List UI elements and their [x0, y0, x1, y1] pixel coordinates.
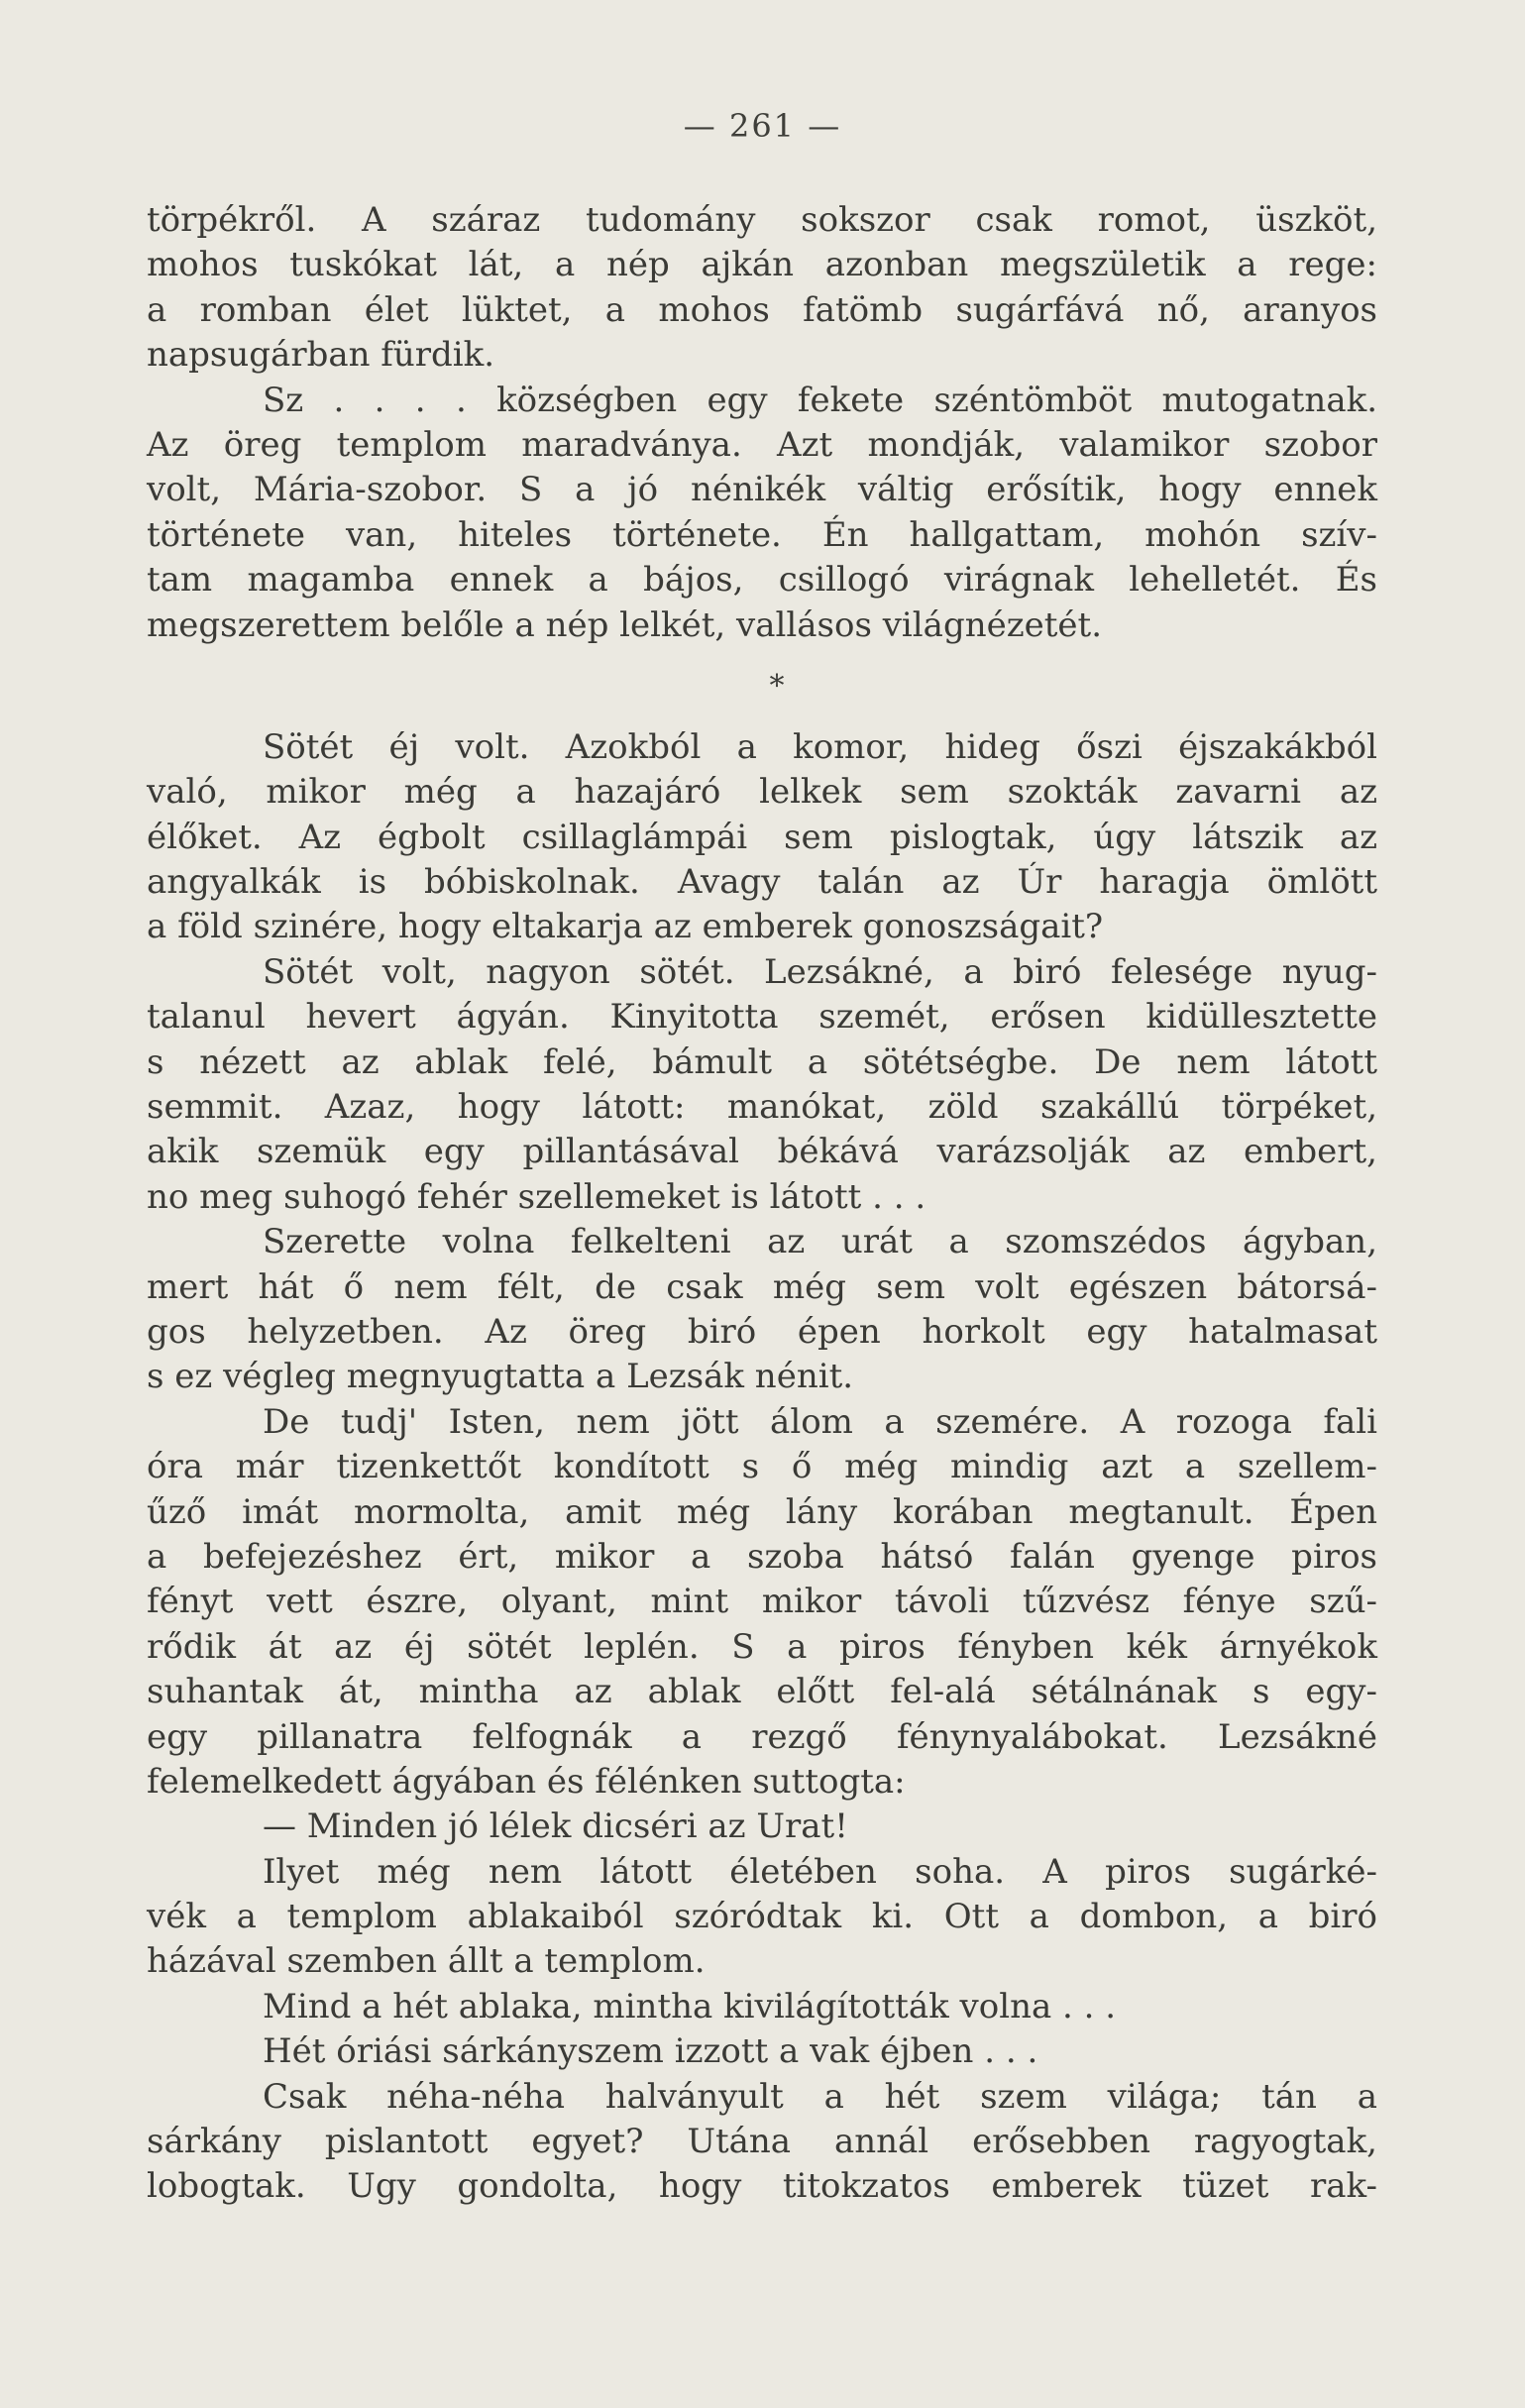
paragraph — [147, 379, 1377, 648]
text-line: s ez végleg megnyugtatta a Lezsák nénit. — [147, 1357, 854, 1397]
text-line: talanul hevert ágyán. Kinyitotta szemét, erősen kidüllesztette — [147, 997, 1377, 1038]
paragraph — [147, 1220, 1377, 1400]
text-line: gos helyzetben. Az öreg biró épen horkolt egy hatalmasat — [147, 1311, 1377, 1352]
text-line: akik szemük egy pillantásával békává varázsolják az embert, — [147, 1132, 1377, 1172]
paragraph — [147, 1805, 1377, 1849]
text-line: Sz . . . . községben egy fekete széntömböt mutogatnak. — [263, 380, 1377, 420]
text-line: volt, Mária-szobor. S a jó nénikék váltig erősítik, hogy ennek — [147, 470, 1377, 510]
paragraph — [147, 1850, 1377, 1985]
text-line: a befejezéshez ért, mikor a szoba hátsó falán gyenge piros — [147, 1536, 1377, 1577]
text-line: Sötét éj volt. Azokból a komor, hideg őszi éjszakákból — [263, 726, 1377, 767]
paragraph — [147, 725, 1377, 950]
text-line: Hét óriási sárkányszem izzott a vak éjben . . . — [263, 2031, 1038, 2072]
text-line: egy pillanatra felfognák a rezgő fénynyalábokat. Lezsákné — [147, 1716, 1377, 1757]
section-separator: * — [769, 668, 785, 704]
text-line: fényt vett észre, olyant, mint mikor távoli tűzvész fénye szű- — [147, 1582, 1377, 1622]
paragraph — [147, 2075, 1377, 2210]
text-line: Sötét volt, nagyon sötét. Lezsákné, a biró felesége nyug- — [263, 951, 1377, 992]
text-line: való, mikor még a hazajáró lelkek sem szokták zavarni az — [147, 772, 1377, 813]
text-line: Mind a hét ablaka, mintha kivilágították volna . . . — [263, 1986, 1117, 2026]
text-line: vék a templom ablakaiból szóródtak ki. Ott a dombon, a biró — [147, 1897, 1377, 1937]
text-line: törpékről. A száraz tudomány sokszor csak romot, üszköt, — [147, 200, 1377, 240]
text-line: élőket. Az égbolt csillaglámpái sem pislogtak, úgy látszik az — [147, 817, 1377, 857]
text-line: megszerettem belőle a nép lelkét, vallásos világnézetét. — [147, 604, 1103, 645]
text-line: suhantak át, mintha az ablak előtt fel-alá sétálnának s egy- — [147, 1672, 1377, 1712]
text-line: De tudj' Isten, nem jött álom a szemére. A rozoga fali — [263, 1401, 1377, 1442]
text-line: mohos tuskókat lát, a nép ajkán azonban megszületik a rege: — [147, 245, 1377, 285]
text-line: a romban élet lüktet, a mohos fatömb sugárfává nő, aranyos — [147, 289, 1377, 330]
text-line: Ilyet még nem látott életében soha. A piros sugárké- — [263, 1851, 1377, 1892]
text-line: napsugárban fürdik. — [147, 335, 495, 376]
text-line: története van, hiteles története. Én hallgattam, mohón szív- — [147, 514, 1377, 555]
text-line: semmit. Azaz, hogy látott: manókat, zöld szakállú törpéket, — [147, 1087, 1377, 1128]
text-line: Szerette volna felkelteni az urát a szomszédos ágyban, — [263, 1222, 1377, 1262]
text-line: felemelkedett ágyában és félénken suttogta: — [147, 1761, 906, 1802]
paragraph — [147, 198, 1377, 379]
text-line: lobogtak. Ugy gondolta, hogy titokzatos emberek tüzet rak- — [147, 2166, 1377, 2207]
text-line: sárkány pislantott egyet? Utána annál erősebben ragyogtak, — [147, 2122, 1377, 2162]
text-line: — Minden jó lélek dicséri az Urat! — [263, 1806, 848, 1847]
text-line: Az öreg templom maradványa. Azt mondják, valamikor szobor — [147, 424, 1377, 465]
text-line: óra már tizenkettőt kondított s ő még mindig azt a szellem- — [147, 1447, 1377, 1487]
text-line: Csak néha-néha halványult a hét szem világa; tán a — [263, 2076, 1377, 2117]
page-number: — 261 — — [683, 107, 842, 145]
text-line: a föld szinére, hogy eltakarja az emberek gonoszságait? — [147, 907, 1104, 947]
text-line: no meg suhogó fehér szellemeket is látott . . . — [147, 1176, 926, 1217]
text-line: rődik át az éj sötét leplén. S a piros fényben kék árnyékok — [147, 1626, 1377, 1667]
text-line: s nézett az ablak felé, bámult a sötétségbe. De nem látott — [147, 1041, 1377, 1082]
paragraph — [147, 950, 1377, 1220]
paragraph — [147, 1985, 1377, 2029]
text-line: űző imát mormolta, amit még lány korában megtanult. Épen — [147, 1491, 1377, 1532]
text-line: mert hát ő nem félt, de csak még sem volt egészen bátorsá- — [147, 1266, 1377, 1307]
paragraph — [147, 1400, 1377, 1806]
body-text — [147, 198, 1377, 2210]
text-line: tam magamba ennek a bájos, csillogó virágnak lehelletét. És — [147, 560, 1377, 601]
text-line: angyalkák is bóbiskolnak. Avagy talán az Úr haragja ömlött — [147, 862, 1377, 903]
paragraph — [147, 2029, 1377, 2074]
text-line: házával szemben állt a templom. — [147, 1941, 706, 1982]
